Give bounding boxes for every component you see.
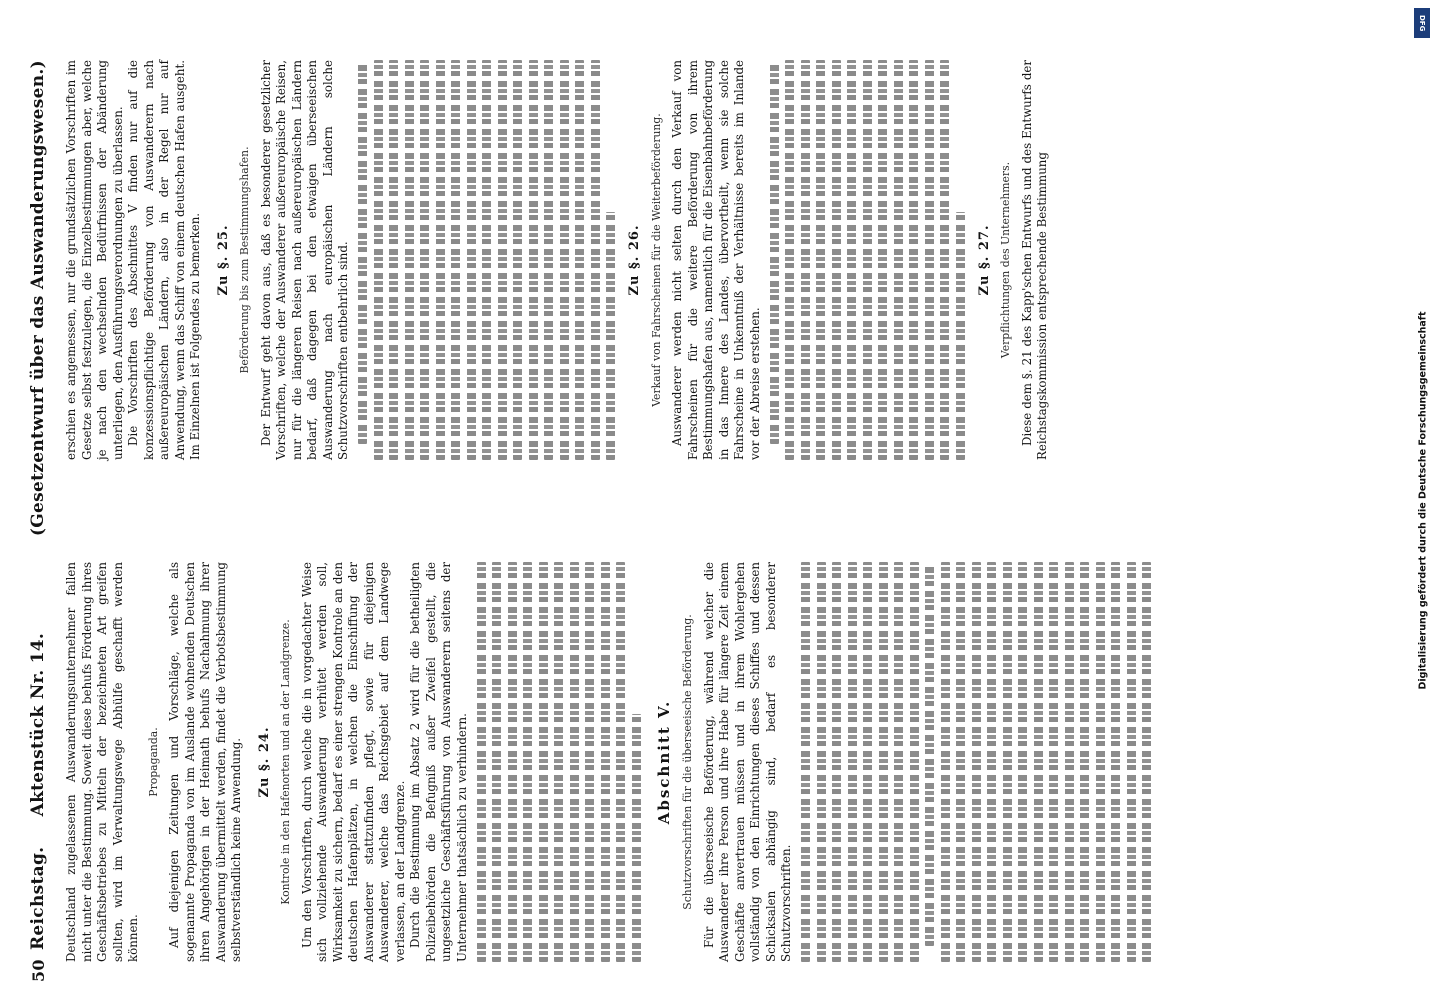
paragraph: Auswanderer werden nicht selten durch den Verkauf von Fahrscheinen für die weitere Beförderung von ihrem Bestimmungshafen aus, namentlich für die Eisenbahnbeförderung in das Innere des Landes, übervortheilt, wenn sie solche Fahrscheine in Unkenntniß der Verhältnisse bereits im Inlande vor der Abreise erstehen.	[670, 60, 762, 460]
heading-para-26: Zu §. 26.	[627, 224, 642, 296]
dfg-logo: DFG	[1414, 8, 1430, 38]
illegible-text-block	[358, 60, 615, 460]
paragraph: Auf diejenigen Zeitungen und Vorschläge, welche als sogenannte Propaganda von im Auslande wohnenden Deutschen ihren Angehörigen in der Heimath behufs Nachahmung ihrer Auswanderung übermittelt werden, findet die Verbotsbestimmung selbstverständlich keine Anwendung.	[167, 562, 243, 962]
illegible-text-block	[770, 60, 965, 460]
left-column	[64, 562, 1158, 962]
header-title: (Gesetzentwurf über das Auswanderungswesen.)	[28, 60, 48, 537]
subheading-para-24: Kontrole in den Hafenorten und an der Landgrenze.	[279, 619, 292, 905]
illegible-text-block	[477, 562, 641, 962]
subheading-propaganda: Propaganda.	[146, 727, 160, 797]
paragraph: Deutschland zugelassenen Auswanderungsunternehmer fallen nicht unter die Bestimmung. Soweit diese behufs Förderung ihres Geschäftsbetriebes zu Mitteln der bezeichneten Art greifen sollten, wird im Verwaltungswege Abhülfe geschafft werden können.	[64, 562, 140, 962]
subheading-para-25: Beförderung bis zum Bestimmungshafen.	[238, 146, 251, 374]
credit-text: Digitalisierung gefördert durch die Deutsche Forschungsgemeinschaft	[1417, 311, 1429, 689]
paragraph: Um den Vorschriften, durch welche die in vorgedachter Weise sich vollziehende Auswanderung verhütet werden soll, Wirksamkeit zu sichern, bedarf es einer strengen Kontrole an den deutschen Hafenplätzen, in welchen die Einschiffung der Auswanderer stattzufinden pflegt, sowie für diejenigen Auswanderer, welche das Reichsgebiet auf dem Landwege verlassen, an der Landgrenze.	[299, 562, 407, 962]
header-reichstag: Reichstag.	[28, 846, 48, 950]
paragraph: Durch die Bestimmung im Absatz 2 wird für die betheiligten Polizeibehörden die Befugniß außer Zweifel gestellt, die ungesetzliche Geschäftsführung von Auswanderern seitens der Unternehmer thatsächlich zu verhindern.	[408, 562, 469, 962]
paragraph: erschien es angemessen, nur die grundsätzlichen Vorschriften im Gesetze selbst festzulegen, die Einzelbestimmungen aber, welche je nach den wechselnden Bedürfnissen der Abänderung unterliegen, den Ausführungsverordnungen zu überlassen.	[64, 60, 125, 460]
section-heading: Abschnitt V.	[654, 699, 673, 825]
page-number: 50	[28, 959, 48, 982]
illegible-text-block	[801, 562, 1151, 962]
running-header	[18, 60, 58, 982]
paragraph: Die Vorschriften des Abschnittes V finden nur auf die konzessionspflichtige Beförderung von Auswanderern nach außereuropäischen Ländern, also in der Regel nur auf Anwendung, wenn das Schiff von einem deutschen Hafen ausgeht. Im Einzelnen ist Folgendes zu bemerken.	[126, 60, 202, 460]
section-subheading: Schutzvorschriften für die überseeische Beförderung.	[681, 614, 694, 910]
header-aktenstueck: Aktenstück Nr. 14.	[28, 632, 48, 817]
digitization-credit	[1414, 0, 1432, 1000]
subheading-para-27: Verpflichtungen des Unternehmers.	[999, 161, 1012, 359]
paragraph: Der Entwurf geht davon aus, daß es besonderer gesetzlicher Vorschriften, welche der Auswanderer außereuropäische Reisen, nur für die längeren Reisen nach außereuropäischen Ländern bedarf, daß dagegen bei den etwaigen überseeischen Auswanderung nach europäischen Ländern solche Schutzvorschriften entbehrlich sind.	[258, 60, 350, 460]
paragraph: Diese dem §. 21 des Kapp'schen Entwurfs und des Entwurfs der Reichstagskommission entsprechende Bestimmung	[1019, 60, 1049, 460]
heading-para-25: Zu §. 25.	[215, 224, 231, 296]
paragraph: Für die überseeische Beförderung, während welcher die Auswanderer ihre Person und ihre Habe für längere Zeit einem Geschäfte anvertrauen müssen und in ihrem Wohlergehen vollständig von den Einrichtungen dieses Schiffes und dessen Schicksalen abhängig sind, bedarf es besonderer Schutzvorschriften.	[701, 562, 793, 962]
right-column	[64, 60, 1051, 460]
subheading-para-26: Verkauf von Fahrscheinen für die Weiterbeförderung.	[649, 113, 663, 407]
heading-para-24: Zu §. 24.	[256, 726, 272, 798]
header-left	[28, 536, 48, 950]
heading-para-27: Zu §. 27.	[976, 224, 992, 296]
